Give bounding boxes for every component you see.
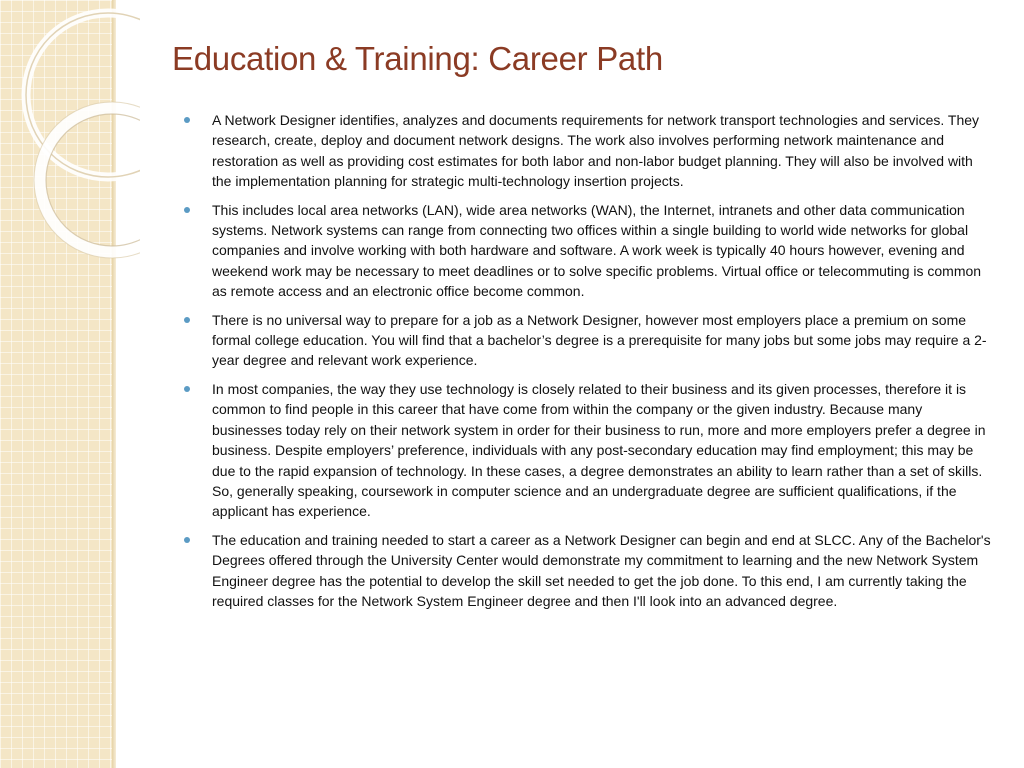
bullet-icon — [184, 117, 190, 123]
bullet-text: The education and training needed to start a career as a Network Designer can begin and end at SLCC. Any of the Bachelor's Degrees offered through the University Center would demonstrate my commitment to learning and the new Network System Engineer degree has the potential to develop the skill set needed to get the job done. To this end, I am currently taking the required classes for the Network System Engineer degree and then I'll look into an advanced degree. — [212, 531, 991, 609]
bullet-item — [212, 310, 994, 371]
bullet-text: In most companies, the way they use technology is closely related to their business and its given processes, therefore it is common to find people in this career that have come from within the company or the given industry. Because many businesses today rely on their network system in order for their business to run, more and more employers prefer a degree in business. Despite employers’ preference, individuals with any post-secondary education may find employment; this may be due to the rapid expansion of technology. In these cases, a degree demonstrates an ability to learn rather than a set of skills. So, generally speaking, coursework in computer science and an undergraduate degree are sufficient qualifications, if the applicant has experience. — [212, 380, 986, 520]
bullet-item — [212, 379, 994, 522]
bullet-icon — [184, 207, 190, 213]
bullet-text: This includes local area networks (LAN), wide area networks (WAN), the Internet, intranets and other data communication systems. Network systems can range from connecting two offices within a single building to world wide networks for global companies and involve working with both hardware and software. A work week is typically 40 hours however, evening and weekend work may be necessary to meet deadlines or to solve specific problems. Virtual office or telecommuting is common as remote access and an electronic office become common. — [212, 201, 982, 300]
bullet-icon — [184, 317, 190, 323]
bullet-item — [212, 200, 994, 302]
bullet-icon — [184, 386, 190, 392]
decorative-circles-graphic — [0, 0, 140, 260]
bullet-text: There is no universal way to prepare for a job as a Network Designer, however most employers place a premium on some formal college education. You will find that a bachelor’s degree is a prerequisite for many jobs but some jobs may require a 2-year degree and relevant work experience. — [212, 311, 987, 369]
bullet-item — [212, 110, 994, 192]
bullet-item — [212, 530, 994, 612]
bullet-icon — [184, 537, 190, 543]
slide-title: Education & Training: Career Path — [172, 40, 663, 77]
bullet-text: A Network Designer identifies, analyzes and documents requirements for network transport technologies and services. They research, create, deploy and document network designs. The work also involves performing network maintenance and restoration as well as providing cost estimates for both labor and non-labor budget planning. They will also be involved with the implementation planning for strategic multi-technology insertion projects. — [212, 112, 980, 190]
bullet-list — [212, 110, 994, 619]
